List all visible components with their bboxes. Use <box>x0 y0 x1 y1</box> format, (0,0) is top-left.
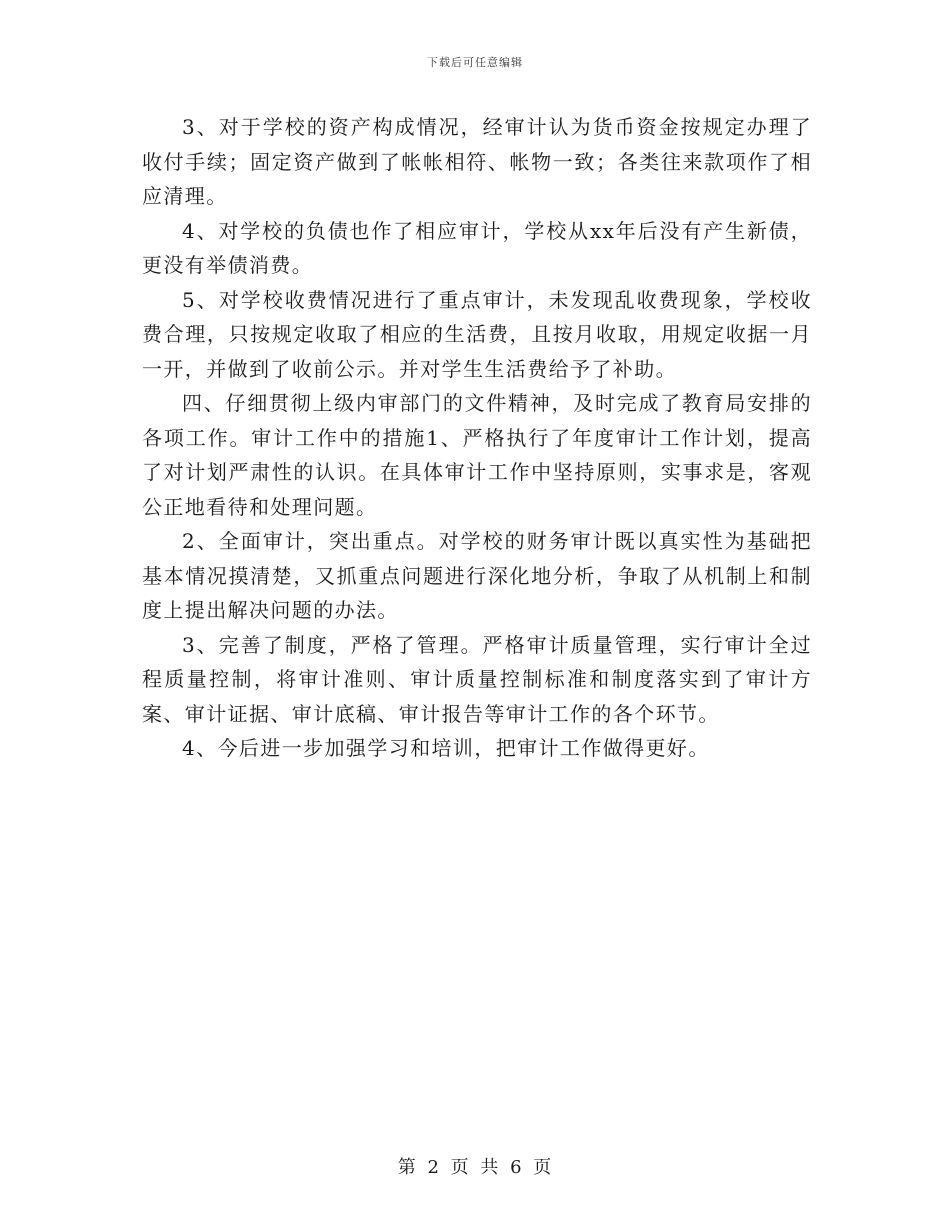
document-body <box>142 110 812 766</box>
paragraph-debt-audit: 4、对学校的负债也作了相应审计，学校从xx年后没有产生新债，更没有举债消费。 <box>142 218 812 277</box>
paragraph-section-four: 四、仔细贯彻上级内审部门的文件精神，及时完成了教育局安排的各项工作。审计工作中的措施1、严格执行了年度审计工作计划，提高了对计划严肃性的认识。在具体审计工作中坚持原则，实事求是，客观公正地看待和处理问题。 <box>142 391 812 519</box>
paragraph-fee-audit: 5、对学校收费情况进行了重点审计，未发现乱收费现象，学校收费合理，只按规定收取了相应的生活费，且按月收取，用规定收据一月一开，并做到了收前公示。并对学生生活费给予了补助。 <box>142 287 812 381</box>
paragraph-system-improvement: 3、完善了制度，严格了管理。严格审计质量管理，实行审计全过程质量控制，将审计准则、审计质量控制标准和制度落实到了审计方案、审计证据、审计底稿、审计报告等审计工作的各个环节。 <box>142 632 812 726</box>
page-number: 第 2 页 共 6 页 <box>397 1157 553 1178</box>
paragraph-future-training: 4、今后进一步加强学习和培训，把审计工作做得更好。 <box>182 736 710 760</box>
paragraph-comprehensive-audit: 2、全面审计，突出重点。对学校的财务审计既以真实性为基础把基本情况摸清楚，又抓重点问题进行深化地分析，争取了从机制上和制度上提出解决问题的办法。 <box>142 529 812 622</box>
paragraph-asset-audit: 3、对于学校的资产构成情况，经审计认为货币资金按规定办理了收付手续；固定资产做到了帐帐相符、帐物一致；各类往来款项作了相应清理。 <box>142 115 812 208</box>
page-header-note: 下载后可任意编辑 <box>427 56 523 69</box>
